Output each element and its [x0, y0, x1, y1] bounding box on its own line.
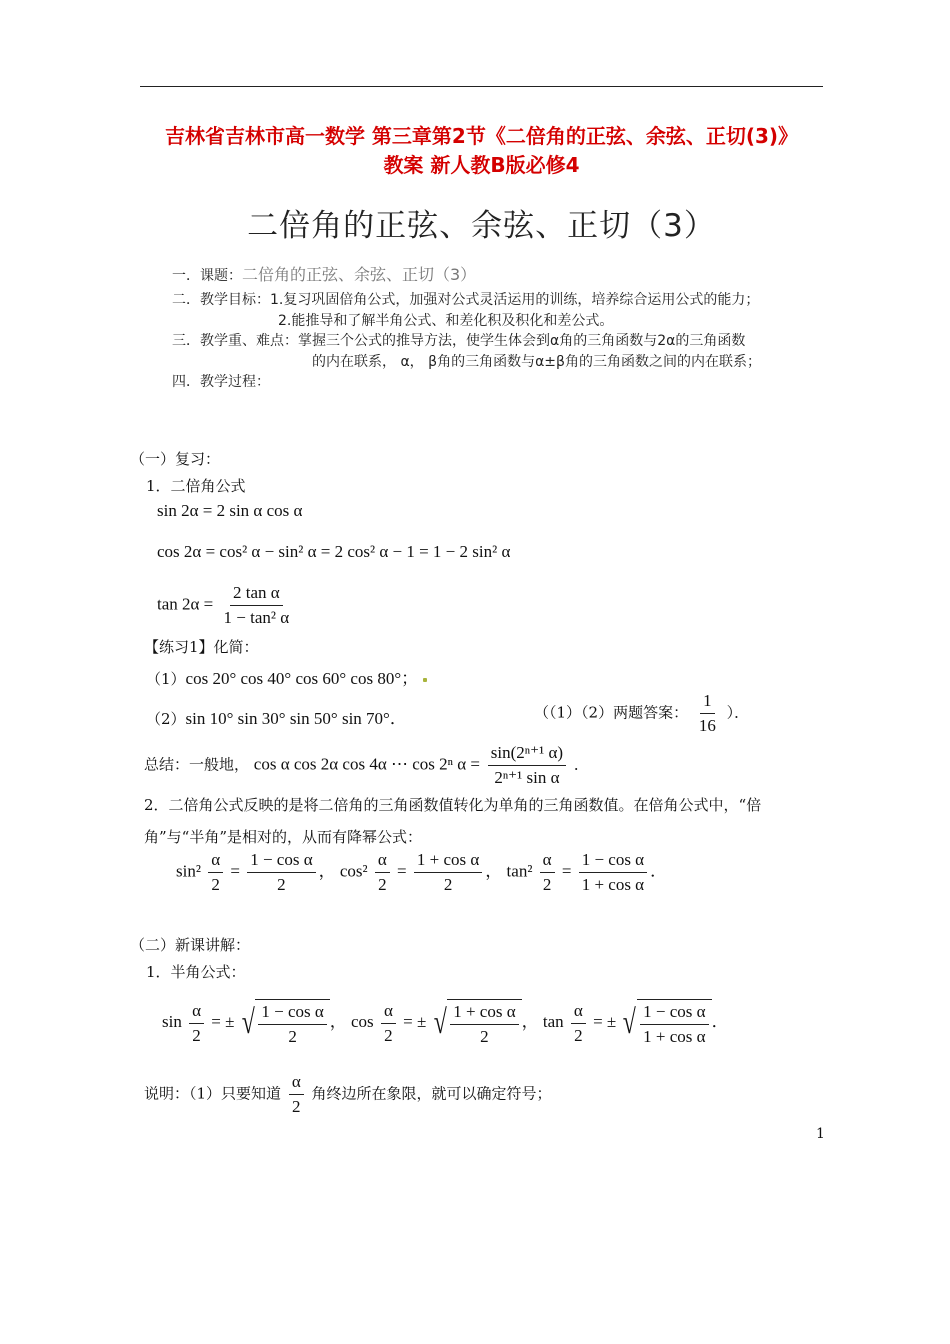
formula-sin-double: sin 2α = 2 sin α cos α	[157, 501, 303, 520]
denominator: 2	[574, 1025, 583, 1045]
separator: ，	[521, 1011, 539, 1031]
denominator: 2	[277, 875, 286, 894]
half-angle-fraction	[540, 850, 555, 895]
separator: ，	[329, 1011, 347, 1031]
numerator: sin(2ⁿ⁺¹ α)	[488, 743, 566, 766]
numerator: 1 − cos α	[258, 1002, 326, 1025]
equals-sign: =	[397, 861, 407, 881]
sin-half-fraction	[258, 1002, 326, 1047]
radical-sign: √	[241, 1004, 255, 1041]
subsection-double-angle: 1．二倍角公式	[146, 477, 246, 495]
summary-fraction	[488, 743, 566, 788]
outline-item-label: 二．教学目标：	[172, 292, 270, 308]
outline-item-value: 二倍角的正弦、余弦、正切（3）	[242, 265, 477, 284]
numerator: α	[375, 850, 390, 873]
equals-sign: =	[561, 861, 572, 881]
denominator: 2	[542, 875, 552, 894]
outline-item-label: 三．教学重、难点：	[172, 333, 298, 349]
exercise-expression: sin 10° sin 30° sin 50° sin 70°．	[185, 709, 407, 728]
radical-sign: √	[433, 1004, 447, 1041]
numerator: 1 − cos α	[579, 850, 647, 873]
plus-minus: = ±	[211, 1011, 235, 1031]
numerator: 1	[700, 691, 715, 714]
denominator: 1 + cos α	[581, 875, 645, 894]
note-line	[144, 1072, 552, 1117]
lesson-big-title: 二倍角的正弦、余弦、正切（3）	[247, 208, 716, 244]
end-period: ．	[650, 861, 668, 881]
summary-label: 总结：一般地，	[144, 755, 250, 774]
formula-tan-double	[157, 583, 295, 628]
cos-reduction-fraction	[414, 850, 482, 895]
document-title-line-2: 教案 新人教B版必修4	[383, 153, 580, 177]
answer-suffix: ）．	[726, 703, 750, 722]
highlight-mark	[423, 678, 427, 682]
denominator: 2ⁿ⁺¹ sin α	[494, 768, 560, 787]
exercise-expression: cos 20° cos 40° cos 60° cos 80°；	[185, 669, 419, 688]
fraction	[221, 583, 293, 628]
outline-item-label: 一．课题：	[172, 268, 242, 284]
denominator: 1 + cos α	[643, 1027, 706, 1046]
subsection-power-reduction-line-1: 2．二倍角公式反映的是将二倍角的三角函数值转化为单角的三角函数值。在倍角公式中，“倍	[144, 796, 762, 814]
half-angle-fraction	[289, 1072, 304, 1117]
subsection-power-reduction-line-2: 角”与“半角”是相对的，从而有降幂公式：	[144, 828, 423, 846]
exercise-1	[146, 664, 427, 689]
sin-reduction-fraction	[247, 850, 315, 895]
plus-minus: = ±	[593, 1011, 617, 1031]
half-angle-fraction	[375, 850, 390, 895]
denominator: 1 − tan² α	[223, 608, 290, 627]
denominator: 2	[211, 875, 220, 894]
square-root	[239, 999, 330, 1047]
tan-squared: tan²	[506, 861, 533, 881]
numerator: α	[189, 1001, 204, 1024]
answer-fraction	[696, 691, 719, 736]
formula-half-angle	[162, 999, 729, 1047]
document-title-line-1: 吉林省吉林市高一数学 第三章第2节《二倍角的正弦、余弦、正切(3)》	[164, 124, 799, 148]
exercise-number: （2）	[146, 710, 186, 728]
numerator: α	[208, 850, 223, 873]
square-root	[620, 999, 711, 1047]
tan-label: tan	[542, 1011, 564, 1031]
plus-minus: = ±	[403, 1011, 427, 1031]
numerator: 1 − cos α	[640, 1002, 708, 1025]
sin-squared: sin²	[176, 861, 201, 881]
tan-reduction-fraction	[579, 850, 647, 895]
half-angle-fraction	[208, 850, 223, 895]
outline-item-objectives	[172, 289, 759, 309]
summary-end: ．	[573, 755, 589, 774]
end-period: ．	[711, 1011, 729, 1031]
square-root	[431, 999, 522, 1047]
outline-item-topic	[172, 262, 476, 285]
denominator: 2	[443, 875, 453, 894]
answer-prefix: （（1）（2）两题答案：	[534, 703, 689, 722]
sin-label: sin	[162, 1011, 182, 1031]
numerator: α	[381, 1001, 396, 1024]
separator: ，	[485, 861, 503, 881]
outline-item-key-points-line-2: 的内在联系， α， β角的三角函数与α±β角的三角函数之间的内在联系；	[312, 354, 761, 370]
outline-item-process: 四．教学过程：	[172, 374, 270, 390]
denominator: 16	[698, 716, 716, 735]
numerator: 1 + cos α	[414, 850, 482, 873]
numerator: 2 tan α	[230, 583, 283, 606]
subsection-half-angle: 1．半角公式：	[146, 963, 246, 981]
summary-line	[144, 743, 589, 788]
numerator: 1 + cos α	[450, 1002, 518, 1025]
note-suffix: 角终边所在象限，就可以确定符号；	[311, 1084, 552, 1103]
outline-item-text: 1.复习巩固倍角公式，加强对公式灵活运用的训练，培养综合运用公式的能力；	[270, 292, 760, 308]
tan-half-fraction	[640, 1002, 708, 1047]
denominator: 2	[192, 1025, 201, 1045]
denominator: 2	[292, 1097, 301, 1116]
radical-sign: √	[623, 1004, 637, 1041]
half-angle-fraction	[571, 1001, 586, 1046]
page-number: 1	[816, 1126, 825, 1142]
formula-cos-double: cos 2α = cos² α − sin² α = 2 cos² α − 1 = 1 − 2 sin² α	[157, 542, 511, 561]
numerator: 1 − cos α	[247, 850, 315, 873]
numerator: α	[289, 1072, 304, 1095]
cos-half-fraction	[450, 1002, 518, 1047]
summary-left: cos α cos 2α cos 4α ⋯ cos 2ⁿ α =	[253, 754, 481, 774]
header-rule	[140, 86, 823, 87]
exercise-2	[146, 704, 407, 729]
separator: ，	[318, 861, 336, 881]
cos-squared: cos²	[339, 861, 368, 881]
note-prefix: 说明：（1）只要知道	[144, 1084, 282, 1103]
exercise-answer	[534, 691, 749, 736]
cos-label: cos	[351, 1011, 374, 1031]
equals-sign: =	[230, 861, 240, 881]
numerator: α	[540, 850, 555, 873]
outline-item-text: 掌握三个公式的推导方法，使学生体会到α角的三角函数与2α的三角函数	[298, 333, 746, 349]
half-angle-fraction	[381, 1001, 396, 1046]
denominator: 2	[378, 875, 387, 894]
exercise-number: （1）	[146, 670, 186, 688]
numerator: α	[571, 1001, 586, 1024]
formula-left: tan 2α =	[157, 594, 214, 614]
outline-item-key-points	[172, 330, 745, 350]
denominator: 2	[288, 1027, 297, 1046]
section-new-lesson-heading: （二）新课讲解：	[130, 936, 251, 954]
denominator: 2	[480, 1027, 489, 1046]
denominator: 2	[384, 1025, 393, 1045]
section-review-heading: （一）复习：	[130, 450, 221, 468]
outline-item-objectives-line-2: 2.能推导和了解半角公式、和差化积及积化和差公式。	[278, 313, 614, 329]
formula-power-reduction	[176, 850, 667, 895]
half-angle-fraction	[189, 1001, 204, 1046]
exercise-label: 【练习1】化简：	[144, 638, 259, 656]
